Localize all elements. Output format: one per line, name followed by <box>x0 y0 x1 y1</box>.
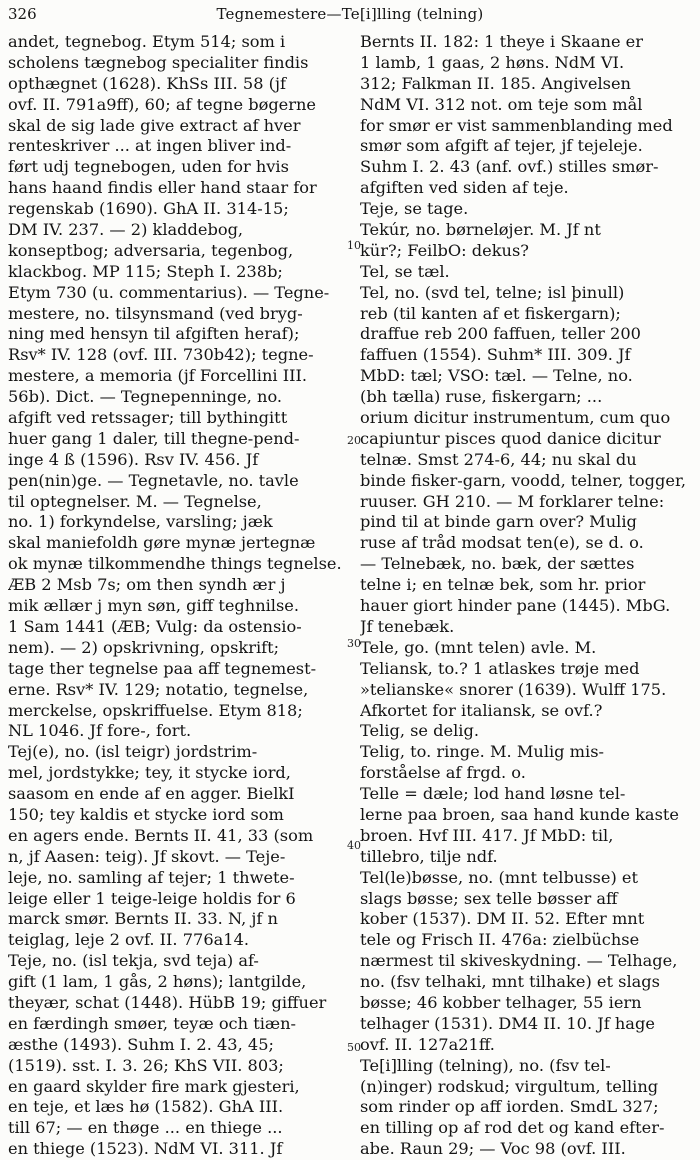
text-line: ovf. II. 791a9ff), 60; af tegne bøgerne <box>8 94 317 114</box>
text-line: till 67; — en thøge ... en thiege ... <box>8 1118 283 1138</box>
text-line: Tekúr, no. børneløjer. M. Jf nt <box>360 220 601 240</box>
text-line: Jf tenebæk. <box>360 616 455 636</box>
text-line: Te[i]lling (telning), no. (fsv tel- <box>360 1055 611 1075</box>
text-line: tele og Frisch II. 476a: zielbüchse <box>360 930 640 950</box>
left-column <box>8 32 346 1160</box>
text-line: hauer giort hinder pane (1445). MbG. <box>360 596 671 616</box>
text-line: kober (1537). DM II. 52. Efter mnt <box>360 909 645 929</box>
text-line: n, jf Aasen: teig). Jf skovt. — Teje- <box>8 846 286 866</box>
text-line: teiglag, leje 2 ovf. II. 776a14. <box>8 930 250 950</box>
text-line: en thiege (1523). NdM VI. 311. Jf <box>8 1139 283 1159</box>
text-line: Rsv* IV. 128 (ovf. III. 730b42); tegne- <box>8 345 314 365</box>
text-line: ok mynæ tilkommendhe things tegnelse. <box>8 554 342 574</box>
text-line: som rinder op aff iorden. SmdL 327; <box>360 1097 659 1117</box>
text-line: »telianske« snorer (1639). Wulff 175. <box>360 679 667 699</box>
text-line: Tele, go. (mnt telen) avle. M. <box>360 637 597 657</box>
text-line: telhager (1531). DM4 II. 10. Jf hage <box>360 1013 655 1033</box>
text-line: huer gang 1 daler, till thegne-pend- <box>8 428 300 448</box>
text-line: skal de sig lade give extract af hver <box>8 115 301 135</box>
text-line: capiuntur pisces quod danice dicitur <box>360 428 661 448</box>
text-line: ning med hensyn til afgiften heraf); <box>8 324 300 344</box>
text-line: no. (fsv telhaki, mnt tilhake) et slags <box>360 972 660 992</box>
text-line: 150; tey kaldis et stycke iord som <box>8 804 284 824</box>
page-number: 326 <box>8 5 37 23</box>
right-column <box>360 32 696 1160</box>
text-line: Tel(le)bøsse, no. (mnt telbusse) et <box>360 867 638 887</box>
text-line: mik ællær j myn søn, giff teghnilse. <box>8 596 300 616</box>
text-line: en teje, et læs hø (1582). GhA III. <box>8 1097 284 1117</box>
text-line: ruuser. GH 210. — M forklarer telne: <box>360 491 665 511</box>
text-line: inge 4 ß (1596). Rsv IV. 456. Jf <box>8 449 259 469</box>
text-line: afgiften ved siden af teje. <box>360 178 569 198</box>
line-number-10: 10 <box>347 239 361 252</box>
text-line: abe. Raun 29; — Voc 98 (ovf. III. <box>360 1139 626 1159</box>
text-line: regenskab (1690). GhA II. 314-15; <box>8 199 289 219</box>
text-line: nærmest til skiveskydning. — Telhage, <box>360 951 678 971</box>
text-line: Afkortet for italiansk, se ovf.? <box>360 700 603 720</box>
text-line: kür?; FeilbO: dekus? <box>360 240 529 260</box>
text-line: nem). — 2) opskrivning, opskrift; <box>8 637 280 657</box>
text-line: Tel, se tæl. <box>360 261 450 281</box>
text-line: telnæ. Smst 274-6, 44; nu skal du <box>360 449 637 469</box>
text-line: afgift ved retssager; till bythingitt <box>8 408 288 428</box>
text-line: hans haand findis eller hand staar for <box>8 178 317 198</box>
text-line: ført udj tegnebogen, uden for hvis <box>8 157 289 177</box>
text-line: DM IV. 237. — 2) kladdebog, <box>8 220 244 240</box>
text-line: smør som afgift af tejer, jf tejeleje. <box>360 136 643 156</box>
text-line: tillebro, tilje ndf. <box>360 846 498 866</box>
text-line: (1519). sst. I. 3. 26; KhS VII. 803; <box>8 1055 284 1075</box>
text-line: skal maniefoldh gøre mynæ jertegnæ <box>8 533 316 553</box>
text-line: (bh tælla) ruse, fiskergarn; ... <box>360 387 603 407</box>
text-line: mel, jordstykke; tey, it stycke iord, <box>8 763 291 783</box>
text-line: klackbog. MP 115; Steph I. 238b; <box>8 261 283 281</box>
text-line: merckelse, opskriffuelse. Etym 818; <box>8 700 303 720</box>
text-line: NdM VI. 312 not. om teje som mål <box>360 94 643 114</box>
text-line: Bernts II. 182: 1 theye i Skaane er <box>360 32 643 51</box>
running-head: Tegnemestere—Te[i]lling (telning) <box>216 5 484 23</box>
text-line: en færdingh smøer, teyæ och tiæn- <box>8 1013 296 1033</box>
text-line: leje, no. samling af tejer; 1 thwete- <box>8 867 295 887</box>
text-line: konseptbog; adversaria, tegenbog, <box>8 240 294 260</box>
text-line: Telig, se delig. <box>360 721 479 741</box>
text-line: lerne paa broen, saa hand kunde kaste <box>360 804 679 824</box>
text-line: ovf. II. 127a21ff. <box>360 1034 495 1054</box>
text-line: 312; Falkman II. 185. Angivelsen <box>360 73 631 93</box>
text-line: telne i; en telnæ bek, som hr. prior <box>360 575 646 595</box>
text-line: tage ther tegnelse paa aff tegnemest- <box>8 658 317 678</box>
text-line: mestere, a memoria (jf Forcellini III. <box>8 366 308 386</box>
text-line: (n)inger) rodskud; virgultum, telling <box>360 1076 659 1096</box>
line-number-30: 30 <box>347 637 361 650</box>
text-line: faffuen (1554). Suhm* III. 309. Jf <box>360 345 631 365</box>
text-line: bøsse; 46 kobber telhager, 55 iern <box>360 992 642 1012</box>
text-line: forståelse af frgd. o. <box>360 763 526 783</box>
text-line: erne. Rsv* IV. 129; notatio, tegnelse, <box>8 679 309 699</box>
text-line: Teliansk, to.? 1 atlaskes trøje med <box>360 658 640 678</box>
text-line: Telig, to. ringe. M. Mulig mis- <box>360 742 604 762</box>
text-line: theyær, schat (1448). HübB 19; giffuer <box>8 992 327 1012</box>
text-line: pind til at binde garn over? Mulig <box>360 512 637 532</box>
line-number-40: 40 <box>347 839 361 852</box>
text-line: saasom en ende af en agger. BielkI <box>8 784 295 804</box>
text-line: broen. Hvf III. 417. Jf MbD: til, <box>360 825 614 845</box>
text-line: en agers ende. Bernts II. 41, 33 (som <box>8 825 314 845</box>
text-line: reb (til kanten af et fiskergarn); <box>360 303 621 323</box>
line-number-20: 20 <box>347 434 361 447</box>
text-line: MbD: tæl; VSO: tæl. — Telne, no. <box>360 366 633 386</box>
text-line: Teje, no. (isl tekja, svd teja) af- <box>8 951 259 971</box>
text-line: mestere, no. tilsynsmand (ved bryg- <box>8 303 303 323</box>
text-line: Tej(e), no. (isl teigr) jordstrim- <box>8 742 258 762</box>
text-line: 56b). Dict. — Tegnepenninge, no. <box>8 387 283 407</box>
text-line: — Telnebæk, no. bæk, der sættes <box>360 554 635 574</box>
text-line: andet, tegnebog. Etym 514; som i <box>8 32 286 51</box>
text-line: Teje, se tage. <box>360 199 469 219</box>
text-line: pen(nin)ge. — Tegnetavle, no. tavle <box>8 470 299 490</box>
text-line: 1 lamb, 1 gaas, 2 høns. NdM VI. <box>360 52 625 72</box>
text-line: æsthe (1493). Suhm I. 2. 43, 45; <box>8 1034 274 1054</box>
text-line: slags bøsse; sex telle bøsser aff <box>360 888 618 908</box>
text-line: 1 Sam 1441 (ÆB; Vulg: da ostensio- <box>8 616 302 636</box>
text-line: renteskriver ... at ingen bliver ind- <box>8 136 292 156</box>
text-line: marck smør. Bernts II. 33. N, jf n <box>8 909 278 929</box>
text-line: Suhm I. 2. 43 (anf. ovf.) stilles smør- <box>360 157 659 177</box>
text-line: opthægnet (1628). KhSs III. 58 (jf <box>8 73 286 93</box>
text-line: leige eller 1 teige-leige holdis for 6 <box>8 888 296 908</box>
text-line: ÆB 2 Msb 7s; om then syndh ær j <box>8 575 286 595</box>
text-line: Tel, no. (svd tel, telne; isl þinull) <box>360 282 625 302</box>
text-line: binde fisker-garn, voodd, telner, togger, <box>360 470 687 490</box>
text-line: draffue reb 200 faffuen, teller 200 <box>360 324 641 344</box>
text-line: no. 1) forkyndelse, varsling; jæk <box>8 512 273 532</box>
page-header <box>8 4 692 24</box>
line-number-50: 50 <box>347 1041 361 1054</box>
text-line: en tilling op af rod det og kand efter- <box>360 1118 665 1138</box>
text-line: gift (1 lam, 1 gås, 2 høns); lantgilde, <box>8 972 307 992</box>
text-line: for smør er vist sammenblanding med <box>360 115 673 135</box>
text-line: ruse af tråd modsat ten(e), se d. o. <box>360 533 644 553</box>
text-line: til optegnelser. M. — Tegnelse, <box>8 491 262 511</box>
text-line: Telle = dæle; lod hand løsne tel- <box>360 784 626 804</box>
text-line: orium dicitur instrumentum, cum quo <box>360 408 671 428</box>
text-line: scholens tægnebog specialiter findis <box>8 52 309 72</box>
text-line: NL 1046. Jf fore-, fort. <box>8 721 192 741</box>
text-line: en gaard skylder fire mark gjesteri, <box>8 1076 300 1096</box>
text-line: Etym 730 (u. commentarius). — Tegne- <box>8 282 330 302</box>
